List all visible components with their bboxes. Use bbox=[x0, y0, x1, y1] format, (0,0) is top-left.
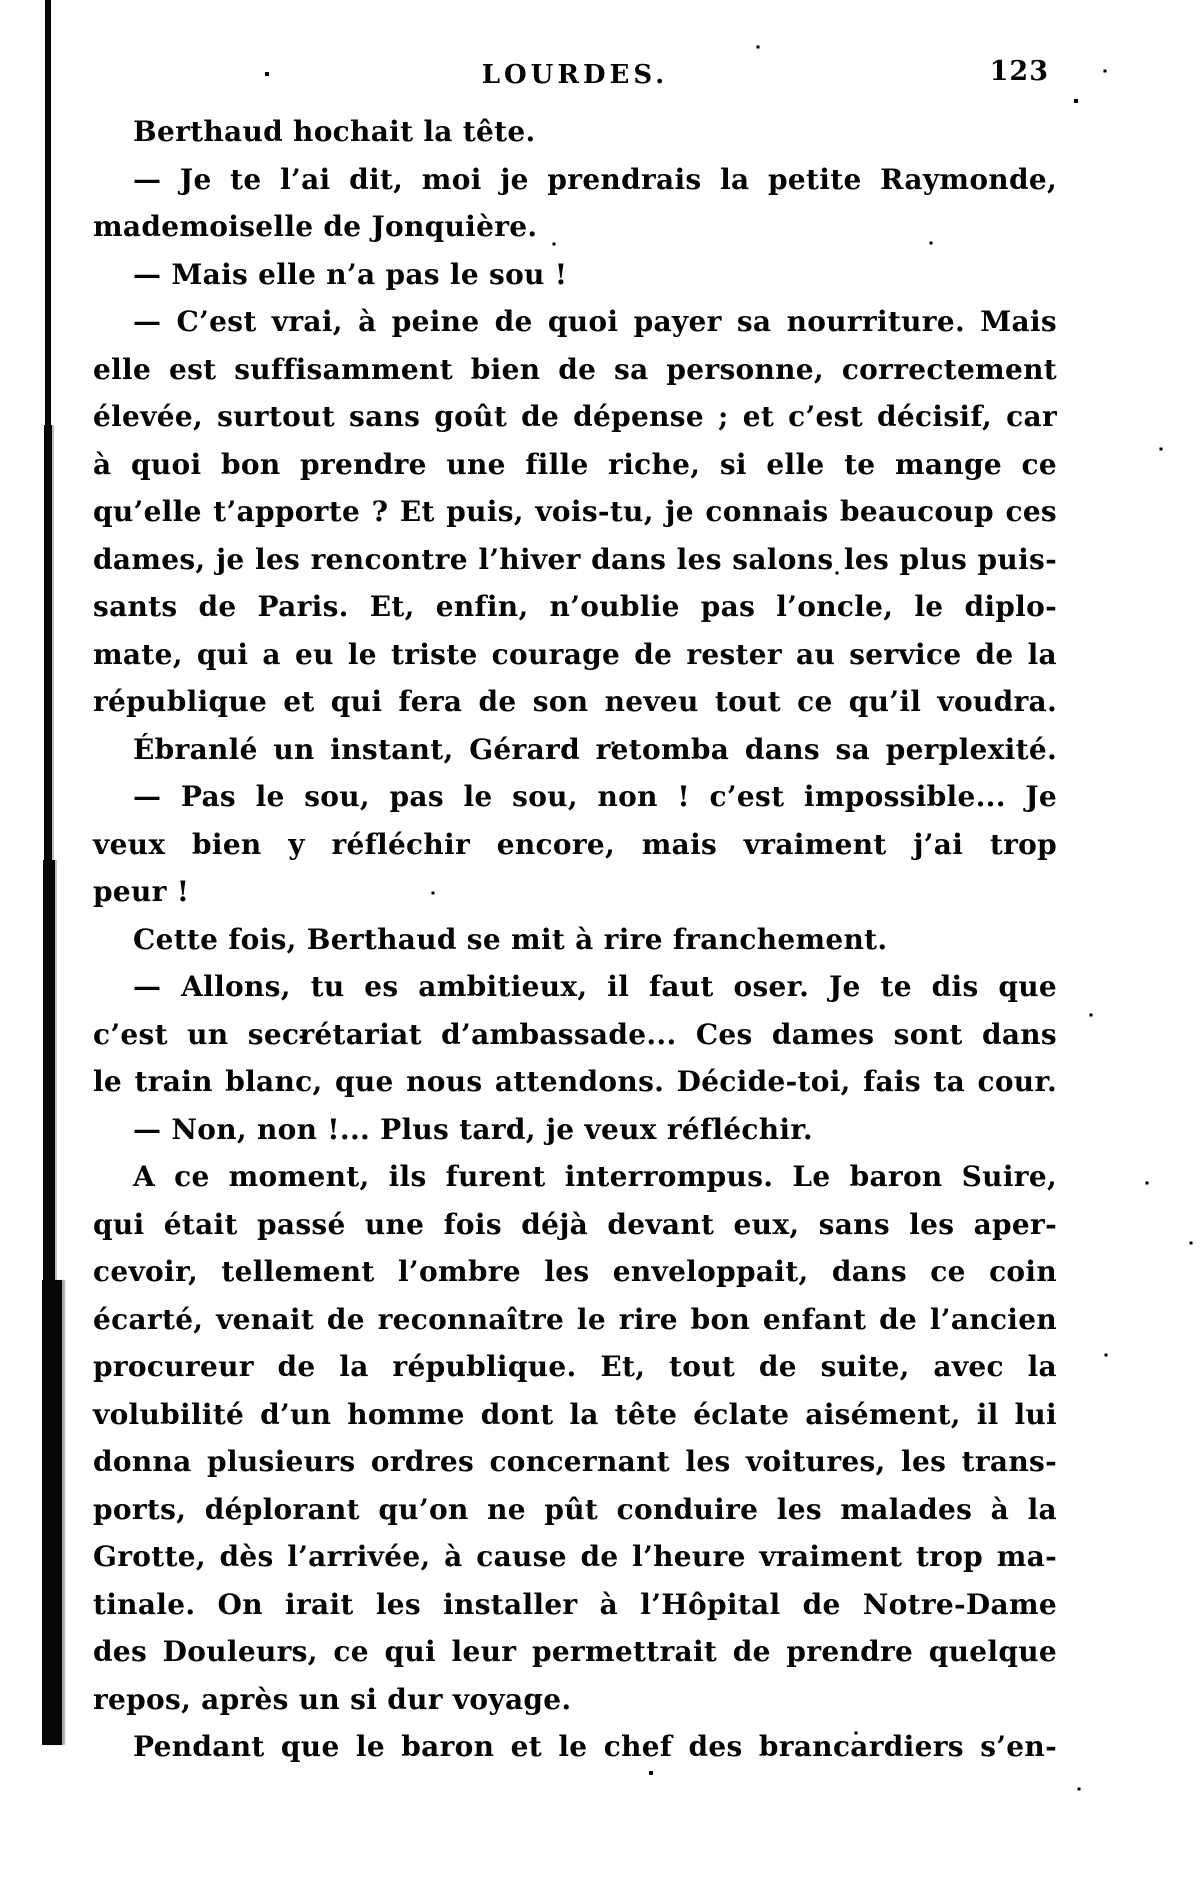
text-line: république et qui fera de son neveu tout ce qu’il voudra. bbox=[93, 685, 1057, 718]
text-line: écarté, venait de reconnaître le rire bon enfant de l’ancien bbox=[93, 1302, 1057, 1336]
text-line: veux bien y réfléchir encore, mais vraiment j’ai trop bbox=[93, 827, 1057, 861]
text-line: volubilité d’un homme dont la tête éclate aisément, il lui bbox=[93, 1397, 1057, 1431]
text-line: tinale. On irait les installer à l’Hôpital de Notre-Dame bbox=[93, 1587, 1057, 1621]
text-line: — Je te l’ai dit, moi je prendrais la petite Raymonde, bbox=[133, 162, 1057, 196]
text-line: elle est suffisamment bien de sa personne, correctement bbox=[93, 352, 1057, 386]
text-line: cevoir, tellement l’ombre les enveloppait, dans ce coin bbox=[93, 1255, 1057, 1288]
text-line: dames, je les rencontre l’hiver dans les salons les plus puis- bbox=[93, 542, 1057, 576]
text-line: procureur de la république. Et, tout de suite, avec la bbox=[93, 1350, 1057, 1383]
text-line: — Pas le sou, pas le sou, non ! c’est impossible... Je bbox=[133, 780, 1057, 813]
text-line: sants de Paris. Et, enfin, n’oublie pas l’oncle, le diplo- bbox=[93, 590, 1057, 623]
text-line: repos, après un si dur voyage. bbox=[93, 1682, 572, 1716]
text-line: qu’elle t’apporte ? Et puis, vois-tu, je connais beaucoup ces bbox=[93, 495, 1057, 528]
text-line: — Non, non !... Plus tard, je veux réfléchir. bbox=[133, 1112, 813, 1146]
text-line: mademoiselle de Jonquière. bbox=[93, 210, 538, 243]
gutter-shadow-segment bbox=[42, 1280, 62, 1745]
text-line: donna plusieurs ordres concernant les voitures, les trans- bbox=[93, 1445, 1057, 1478]
text-line: le train blanc, que nous attendons. Décide-toi, fais ta cour. bbox=[93, 1065, 1057, 1098]
text-line: Pendant que le baron et le chef des brancardiers s’en- bbox=[133, 1730, 1057, 1763]
text-line: à quoi bon prendre une fille riche, si elle te mange ce bbox=[93, 447, 1057, 481]
text-line: A ce moment, ils furent interrompus. Le baron Suire, bbox=[133, 1160, 1057, 1193]
page-header bbox=[93, 56, 1057, 106]
gutter-shadow-segment bbox=[44, 425, 52, 865]
text-line: c’est un secrétariat d’ambassade... Ces dames sont dans bbox=[93, 1017, 1057, 1051]
text-line: — C’est vrai, à peine de quoi payer sa nourriture. Mais bbox=[133, 305, 1057, 338]
text-line: — Allons, tu es ambitieux, il faut oser. Je te dis que bbox=[133, 970, 1057, 1003]
page-number: 123 bbox=[989, 56, 1049, 87]
text-line: qui était passé une fois déjà devant eux, sans les aper- bbox=[93, 1207, 1057, 1241]
text-line: élevée, surtout sans goût de dépense ; et c’est décisif, car bbox=[93, 400, 1057, 433]
text-line: des Douleurs, ce qui leur permettrait de prendre quelque bbox=[93, 1635, 1057, 1668]
running-title: LOURDES. bbox=[481, 60, 669, 90]
text-line: Ébranlé un instant, Gérard retomba dans sa perplexité. bbox=[133, 732, 1057, 766]
gutter-shadow-segment bbox=[43, 860, 55, 1285]
text-line: ports, déplorant qu’on ne pût conduire les malades à la bbox=[93, 1492, 1057, 1526]
text-line: Grotte, dès l’arrivée, à cause de l’heure vraiment trop ma- bbox=[93, 1540, 1057, 1573]
scan-noise-specks bbox=[0, 0, 2, 2]
text-line: Cette fois, Berthaud se mit à rire franchement. bbox=[133, 922, 888, 956]
page-body-text bbox=[93, 108, 1057, 1771]
gutter-shadow-segment bbox=[45, 0, 51, 430]
text-line: peur ! bbox=[93, 875, 190, 908]
text-line: Berthaud hochait la tête. bbox=[133, 115, 536, 148]
text-line: mate, qui a eu le triste courage de rester au service de la bbox=[93, 637, 1057, 671]
text-line: — Mais elle n’a pas le sou ! bbox=[133, 257, 568, 291]
